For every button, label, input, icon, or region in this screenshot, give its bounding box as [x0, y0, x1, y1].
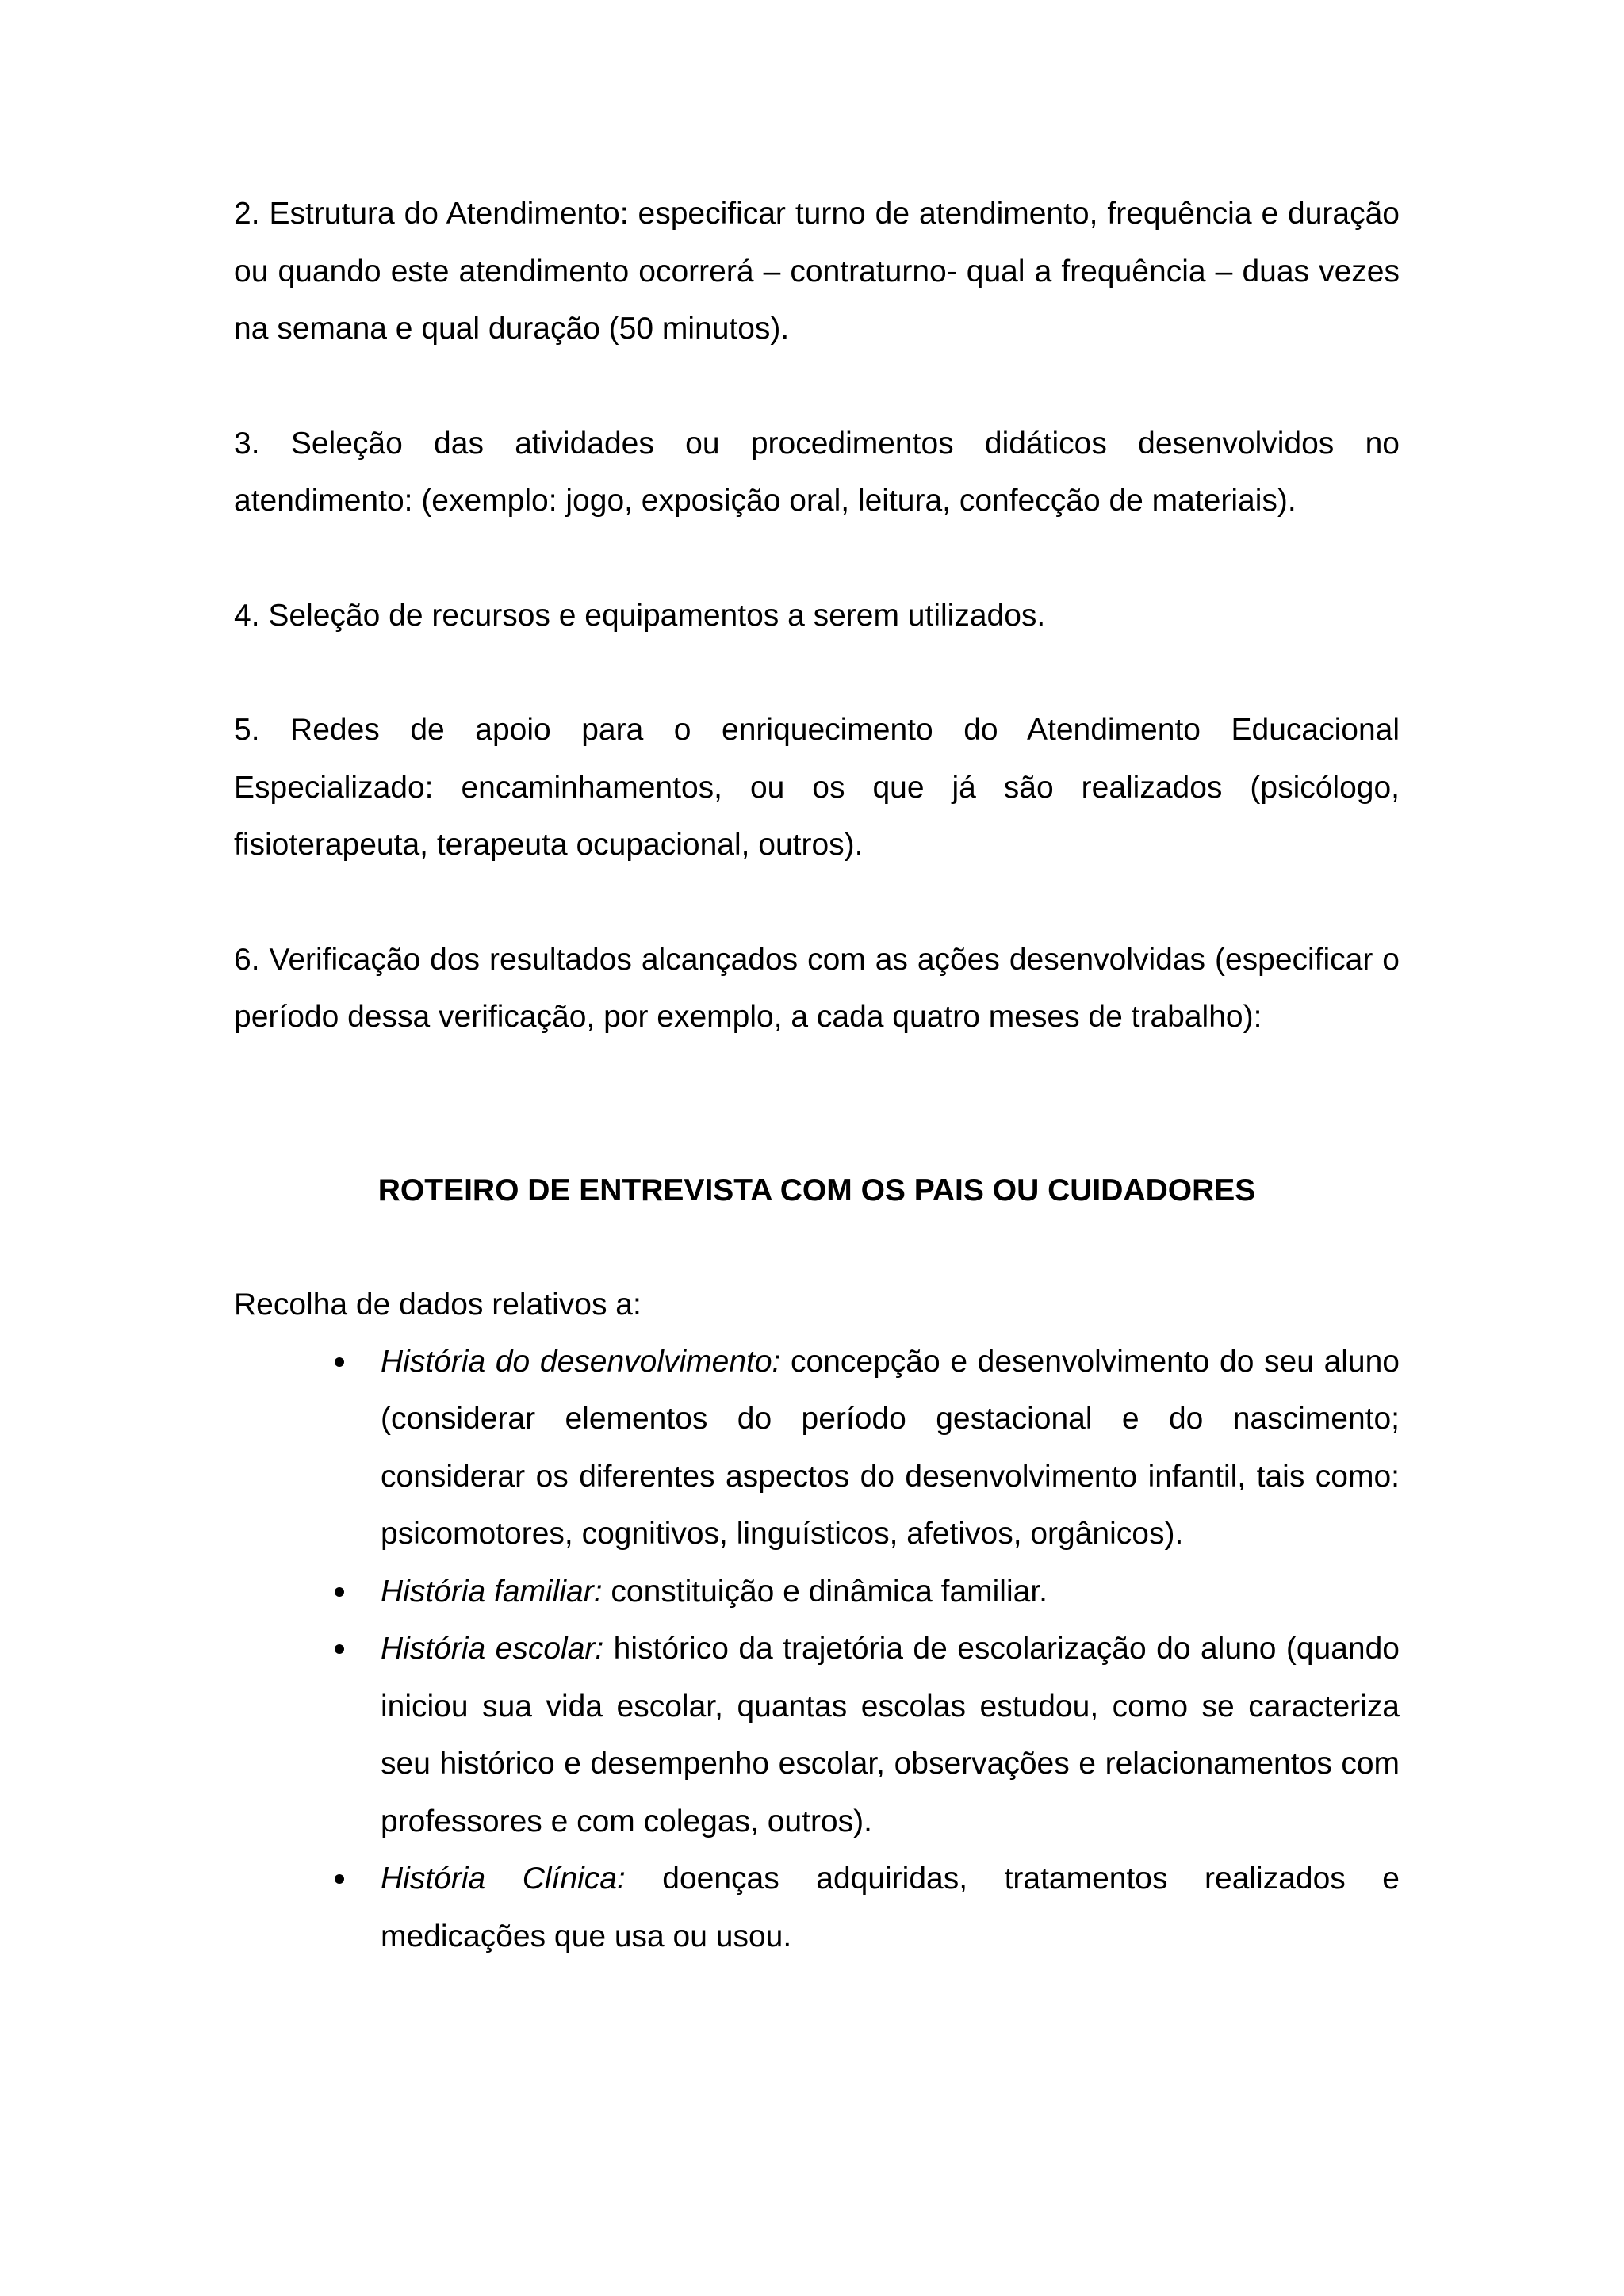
bullet-icon — [335, 1644, 344, 1654]
document-body — [234, 186, 1400, 1965]
list-item-term: História escolar: — [381, 1632, 604, 1666]
bullet-icon — [335, 1874, 344, 1884]
list-item-text: histórico da trajetória de escolarização do aluno (quando iniciou sua vida escolar, quantas escolas estudou, como se caracteriza seu histórico e desempenho escolar, observações e relacionamentos com professores e com colegas, outros). — [381, 1632, 1400, 1839]
paragraph-item-3: 3. Seleção das atividades ou procedimentos didáticos desenvolvidos no atendimento: (exemplo: jogo, exposição oral, leitura, confecção de materiais). — [234, 426, 1400, 518]
list-item-term: História Clínica: — [381, 1862, 626, 1896]
list-item-term: História do desenvolvimento: — [381, 1344, 781, 1379]
paragraph-item-2: 2. Estrutura do Atendimento: especificar turno de atendimento, frequência e duração ou quando este atendimento ocorrerá – contraturno- qual a frequência – duas vezes na semana e qual duração (50 minutos). — [234, 197, 1400, 346]
paragraph-item-5: 5. Redes de apoio para o enriquecimento do Atendimento Educacional Especializado: encaminhamentos, ou os que já são realizados (psicólogo, fisioterapeuta, terapeuta ocupacional, outros). — [234, 713, 1400, 862]
list-item — [234, 1850, 1400, 1965]
list-item — [234, 1563, 1400, 1621]
list-item — [234, 1621, 1400, 1850]
paragraph-item-6: 6. Verificação dos resultados alcançados com as ações desenvolvidas (especificar o período dessa verificação, por exemplo, a cada quatro meses de trabalho): — [234, 942, 1400, 1034]
list-item-term: História familiar: — [381, 1574, 603, 1609]
bullet-icon — [335, 1357, 344, 1367]
paragraph-item-4: 4. Seleção de recursos e equipamentos a serem utilizados. — [234, 598, 1046, 633]
bullet-list — [234, 1334, 1400, 1966]
bullet-icon — [335, 1587, 344, 1597]
list-item-text: doenças adquiridas, tratamentos realizados e medicações que usa ou usou. — [381, 1862, 1400, 1954]
list-item-text: concepção e desenvolvimento do seu aluno (considerar elementos do período gestacional e do nascimento; considerar os diferentes aspectos do desenvolvimento infantil, tais como: psicomotores, cognitivos, linguísticos, afetivos, orgânicos). — [381, 1344, 1400, 1551]
list-item — [234, 1334, 1400, 1563]
section-heading: ROTEIRO DE ENTREVISTA COM OS PAIS OU CUIDADORES — [377, 1173, 1256, 1207]
list-item-text: constituição e dinâmica familiar. — [602, 1574, 1048, 1609]
section-intro: Recolha de dados relativos a: — [234, 1287, 642, 1322]
